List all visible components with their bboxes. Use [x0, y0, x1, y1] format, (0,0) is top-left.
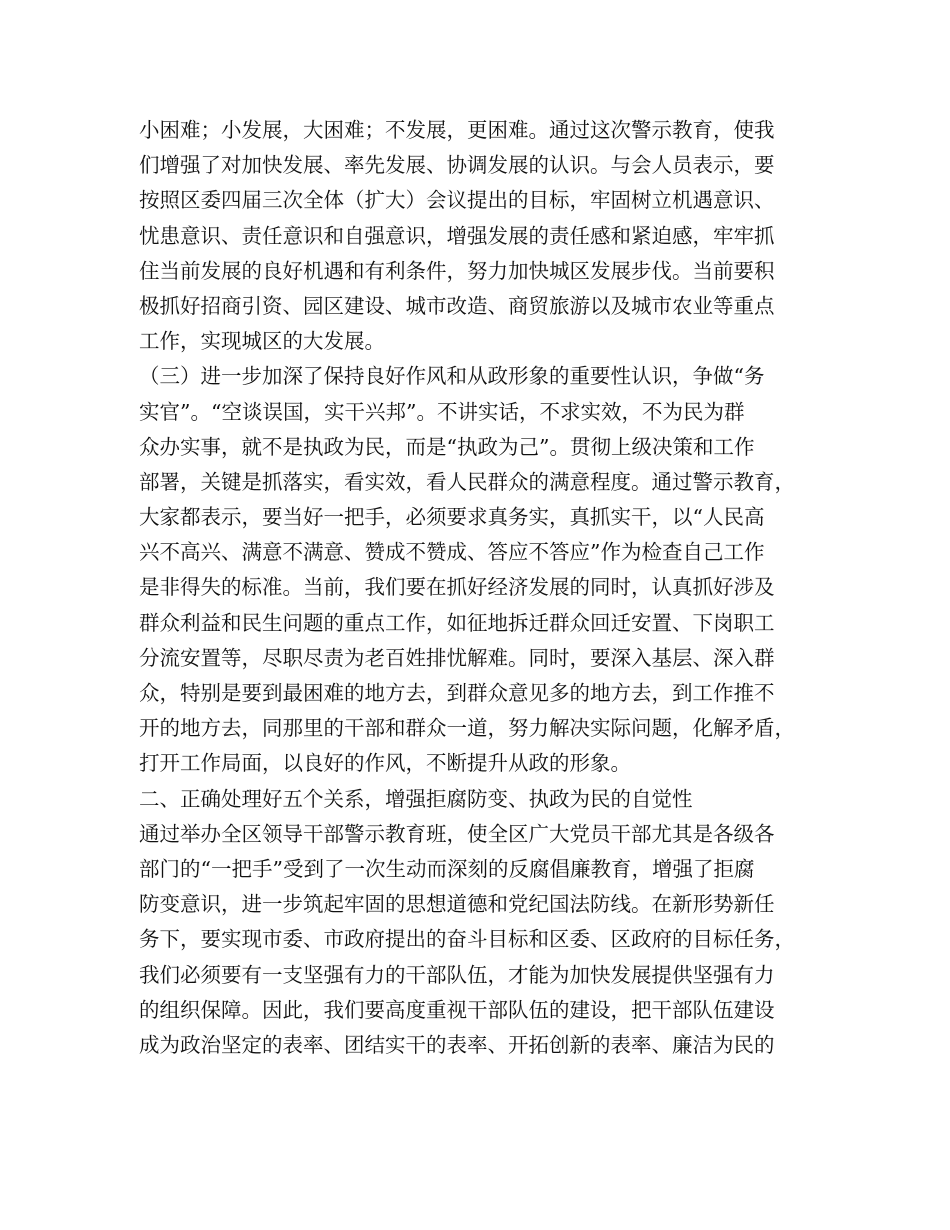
text-line: 群众利益和民生问题的重点工作，如征地拆迁群众回迁安置、下岗职工 — [139, 610, 775, 635]
document-body — [139, 113, 829, 1063]
text-line: 工作，实现城区的大发展。 — [139, 329, 385, 354]
text-line: 住当前发展的良好机遇和有利条件，努力加快城区发展步伐。当前要积 — [139, 258, 775, 283]
text-line: 实官”。“空谈误国，实干兴邦”。不讲实话，不求实效，不为民为群 — [139, 399, 745, 424]
text-line: 打开工作局面，以良好的作风，不断提升从政的形象。 — [139, 751, 631, 776]
text-line: 防变意识，进一步筑起牢固的思想道德和党纪国法防线。在新形势新任 — [139, 892, 775, 917]
text-line: 忧患意识、责任意识和自强意识，增强发展的责任感和紧迫感，牢牢抓 — [139, 223, 775, 248]
text-line: 的组织保障。因此，我们要高度重视干部队伍的建设，把干部队伍建设 — [139, 997, 775, 1022]
text-line: 通过举办全区领导干部警示教育班，使全区广大党员干部尤其是各级各 — [139, 821, 775, 846]
text-line: 大家都表示，要当好一把手，必须要求真务实，真抓实干，以“人民高 — [139, 505, 765, 530]
text-line: 是非得失的标准。当前，我们要在抓好经济发展的同时，认真抓好涉及 — [139, 575, 775, 600]
section-heading-2: 二、正确处理好五个关系，增强拒腐防变、执政为民的自觉性 — [139, 786, 693, 811]
text-line: 兴不高兴、满意不满意、赞成不赞成、答应不答应”作为检查自己工作 — [139, 540, 765, 565]
text-line: 部署，关键是抓落实，看实效，看人民群众的满意程度。通过警示教育， — [139, 469, 795, 494]
text-line: 众办实事，就不是执政为民，而是“执政为己”。贯彻上级决策和工作 — [139, 434, 755, 459]
section-heading-3: （三）进一步加深了保持良好作风和从政形象的重要性认识，争做“务 — [139, 364, 765, 389]
text-line: 众，特别是要到最困难的地方去，到群众意见多的地方去，到工作推不 — [139, 681, 775, 705]
text-line: 我们必须要有一支坚强有力的干部队伍，才能为加快发展提供坚强有力 — [139, 962, 775, 987]
text-line: 部门的“一把手”受到了一次生动而深刻的反腐倡廉教育，增强了拒腐 — [139, 856, 755, 881]
text-line: 开的地方去，同那里的干部和群众一道，努力解决实际问题，化解矛盾， — [139, 716, 795, 741]
text-line: 按照区委四届三次全体（扩大）会议提出的目标，牢固树立机遇意识、 — [139, 188, 775, 213]
text-line: 务下，要实现市委、市政府提出的奋斗目标和区委、区政府的目标任务， — [139, 927, 795, 952]
text-line: 成为政治坚定的表率、团结实干的表率、开拓创新的表率、廉洁为民的 — [139, 1032, 775, 1057]
text-line: 分流安置等，尽职尽责为老百姓排忧解难。同时，要深入基层、深入群 — [139, 645, 775, 670]
text-line: 极抓好招商引资、园区建设、城市改造、商贸旅游以及城市农业等重点 — [139, 293, 775, 318]
text-line: 们增强了对加快发展、率先发展、协调发展的认识。与会人员表示，要 — [139, 153, 775, 178]
text-line: 小困难；小发展，大困难；不发展，更困难。通过这次警示教育，使我 — [139, 118, 775, 142]
